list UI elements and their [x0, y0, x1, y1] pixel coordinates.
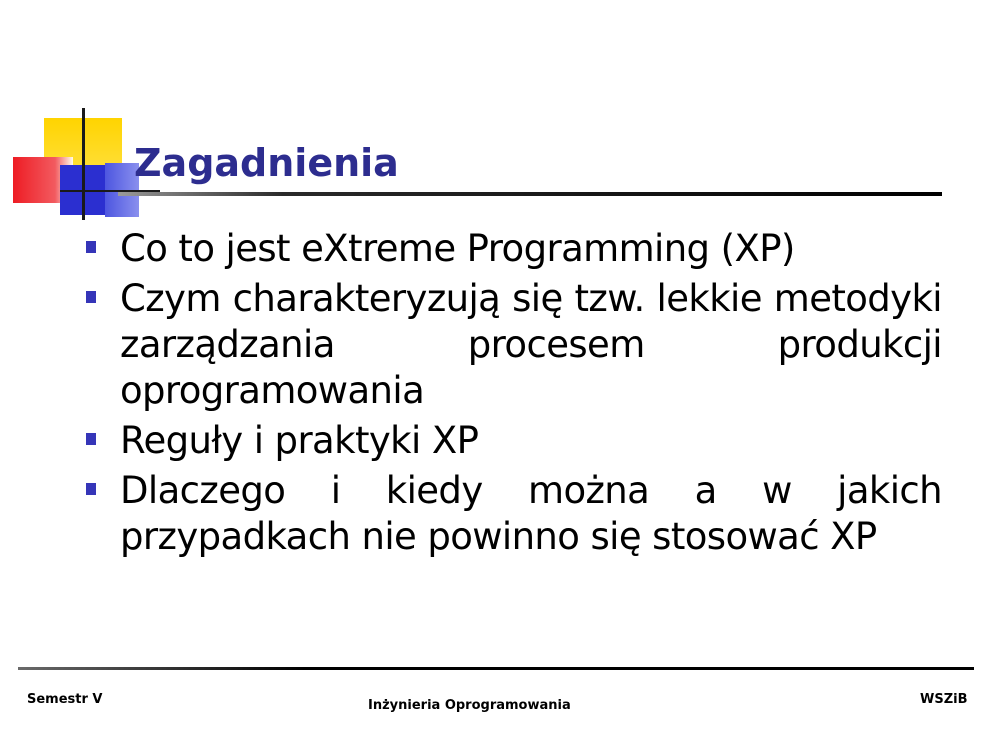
bullet-item-1: [82, 226, 942, 272]
title-underline: [118, 192, 942, 196]
bullet-text: Reguły i praktyki XP: [120, 419, 479, 462]
bullet-item-4: [82, 468, 942, 560]
footer-semester: Semestr V: [27, 692, 103, 707]
bullet-square-icon: [86, 483, 96, 495]
footer-divider: [18, 667, 974, 670]
bullet-text: Czym charakteryzują się tzw. lekkie metodyki zarządzania procesem produkcji oprogramowania: [120, 277, 942, 412]
bullet-item-3: [82, 418, 942, 464]
slide-title: Zagadnienia: [134, 141, 399, 185]
bullet-list: [82, 226, 942, 564]
bullet-text: Co to jest eXtreme Programming (XP): [120, 227, 795, 270]
logo-vertical-line: [82, 108, 85, 220]
footer-institution: WSZiB: [920, 692, 968, 707]
bullet-text: Dlaczego i kiedy można a w jakich przypadkach nie powinno się stosować XP: [120, 469, 942, 558]
bullet-square-icon: [86, 433, 96, 445]
bullet-square-icon: [86, 241, 96, 253]
bullet-item-2: [82, 276, 942, 414]
footer-course-name: Inżynieria Oprogramowania: [368, 698, 571, 713]
bullet-square-icon: [86, 291, 96, 303]
